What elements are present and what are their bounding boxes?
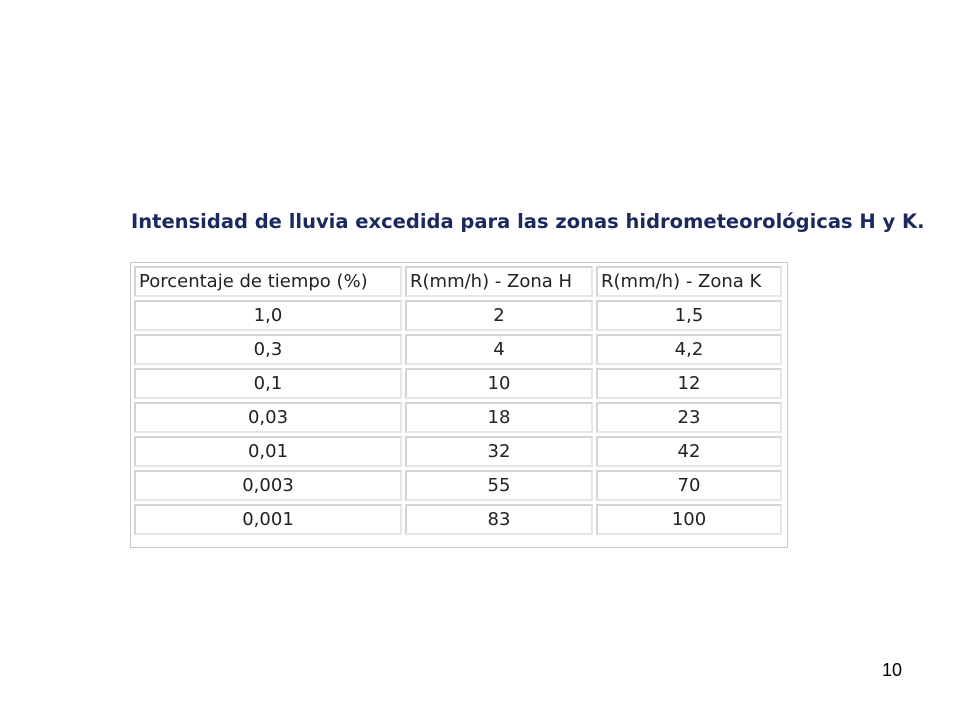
cell-percentage: 1,0 <box>134 300 402 331</box>
header-row <box>134 266 782 297</box>
header-cell-percentage: Porcentaje de tiempo (%) <box>134 266 402 297</box>
cell-zone-k: 4,2 <box>596 334 782 365</box>
table-title: Intensidad de lluvia excedida para las zonas hidrometeorológicas H y K. <box>131 210 925 233</box>
cell-zone-h: 4 <box>405 334 593 365</box>
cell-zone-k: 100 <box>596 504 782 535</box>
header-cell-zone-k: R(mm/h) - Zona K <box>596 266 782 297</box>
rainfall-table-container <box>130 262 788 548</box>
cell-percentage: 0,001 <box>134 504 402 535</box>
table-row <box>134 300 782 331</box>
cell-percentage: 0,003 <box>134 470 402 501</box>
cell-percentage: 0,3 <box>134 334 402 365</box>
table-row <box>134 334 782 365</box>
table-row <box>134 504 782 535</box>
cell-zone-h: 55 <box>405 470 593 501</box>
cell-zone-h: 18 <box>405 402 593 433</box>
cell-zone-h: 10 <box>405 368 593 399</box>
cell-zone-k: 70 <box>596 470 782 501</box>
table-row <box>134 368 782 399</box>
cell-percentage: 0,01 <box>134 436 402 467</box>
cell-percentage: 0,03 <box>134 402 402 433</box>
table-row <box>134 470 782 501</box>
cell-zone-k: 23 <box>596 402 782 433</box>
cell-zone-k: 1,5 <box>596 300 782 331</box>
page-number: 10 <box>881 660 902 680</box>
cell-zone-k: 42 <box>596 436 782 467</box>
header-cell-zone-h: R(mm/h) - Zona H <box>405 266 593 297</box>
cell-zone-k: 12 <box>596 368 782 399</box>
cell-percentage: 0,1 <box>134 368 402 399</box>
rainfall-table <box>131 263 785 538</box>
cell-zone-h: 2 <box>405 300 593 331</box>
table-row <box>134 436 782 467</box>
cell-zone-h: 83 <box>405 504 593 535</box>
cell-zone-h: 32 <box>405 436 593 467</box>
table-row <box>134 402 782 433</box>
